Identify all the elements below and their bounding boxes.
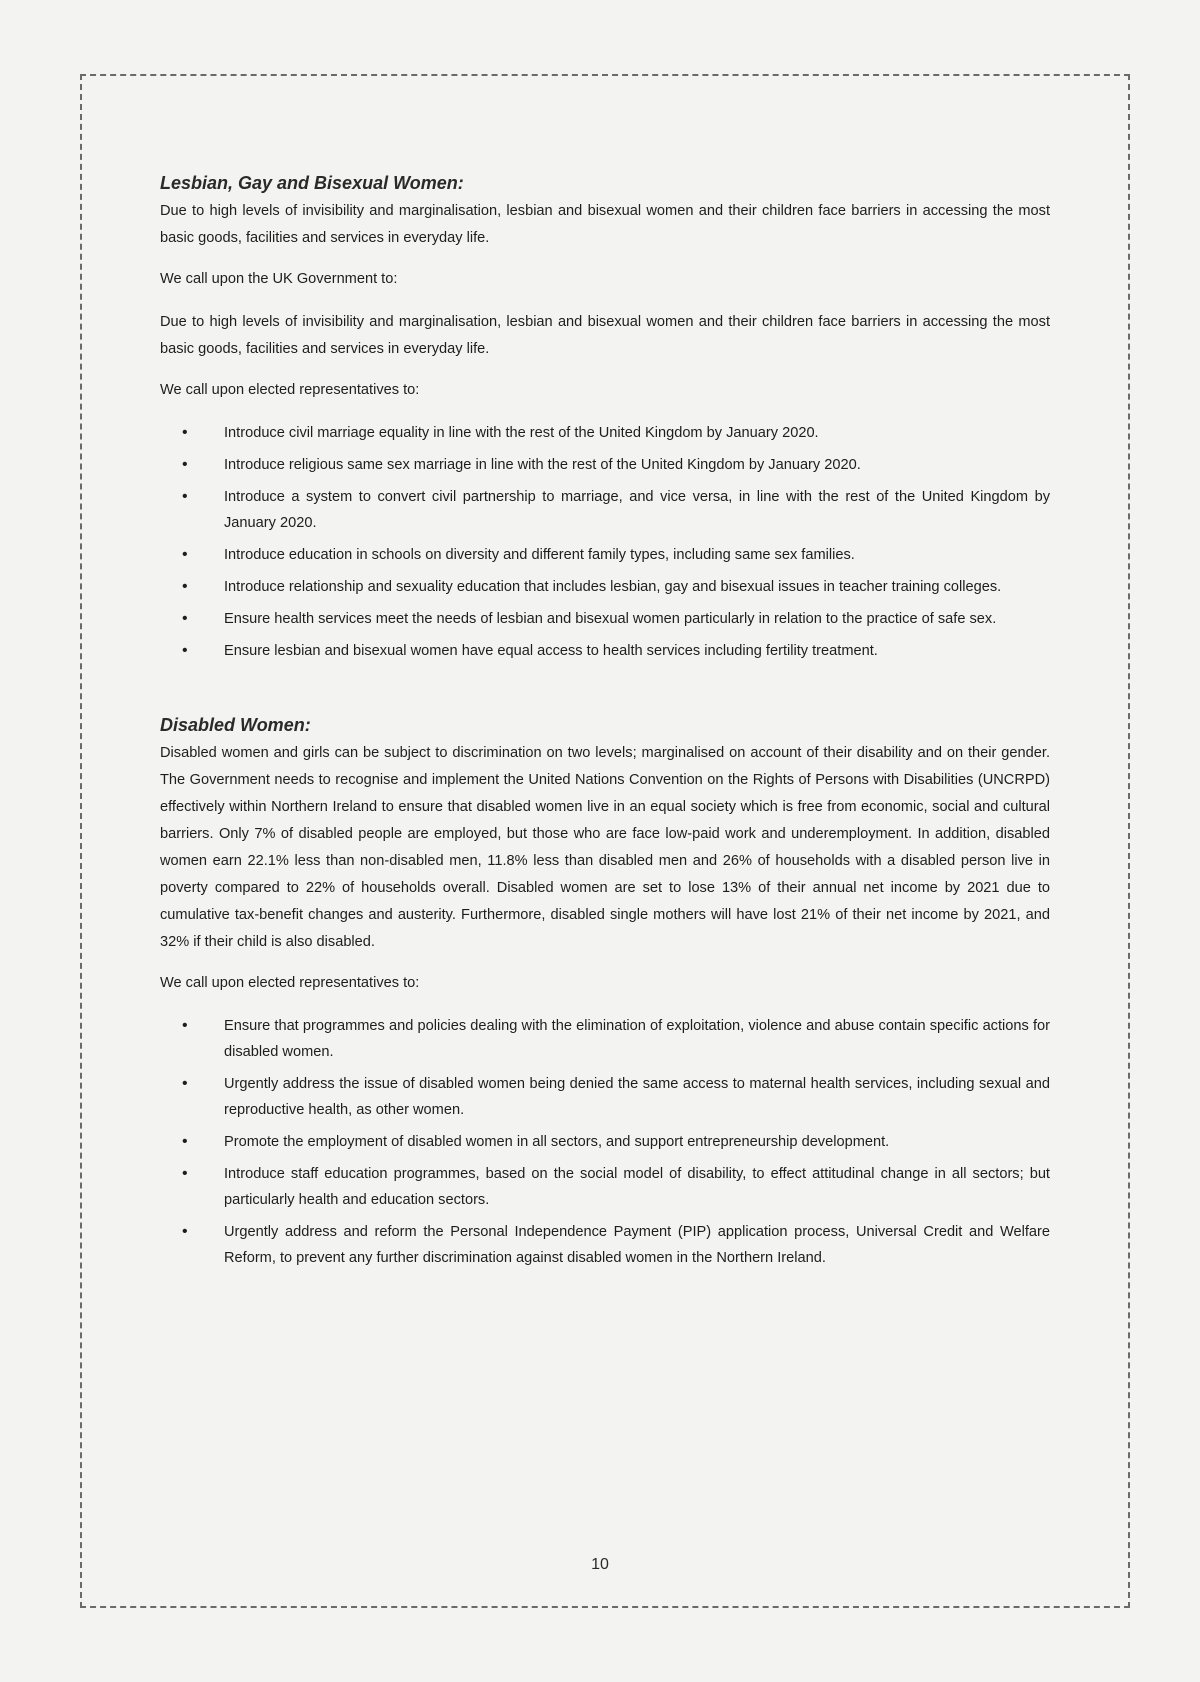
list-item: • Introduce relationship and sexuality education that includes lesbian, gay and bisexual issues in teacher training colleges. (224, 574, 1050, 600)
disabled-heading: Disabled Women: (160, 715, 311, 735)
lgb-call-representatives: We call upon elected representatives to: (160, 382, 420, 398)
list-item: • Introduce civil marriage equality in line with the rest of the United Kingdom by January 2020. (224, 420, 1050, 446)
list-item: • Ensure health services meet the needs of lesbian and bisexual women particularly in relation to the practice of safe sex. (224, 606, 1050, 632)
lgb-section (160, 172, 1050, 664)
list-item: • Urgently address the issue of disabled women being denied the same access to maternal health services, including sexual and reproductive health, as other women. (224, 1071, 1050, 1123)
page-content (160, 172, 1050, 1277)
list-item: • Ensure lesbian and bisexual women have equal access to health services including fertility treatment. (224, 638, 1050, 664)
list-item: • Promote the employment of disabled women in all sectors, and support entrepreneurship development. (224, 1129, 1050, 1155)
page-number: 10 (591, 1556, 609, 1573)
list-item: • Introduce a system to convert civil partnership to marriage, and vice versa, in line with the rest of the United Kingdom by January 2020. (224, 484, 1050, 536)
lgb-paragraph-1: Due to high levels of invisibility and marginalisation, lesbian and bisexual women and their children face barriers in accessing the most basic goods, facilities and services in everyday life. (160, 203, 1050, 246)
list-item: • Ensure that programmes and policies dealing with the elimination of exploitation, violence and abuse contain specific actions for disabled women. (224, 1013, 1050, 1065)
lgb-heading: Lesbian, Gay and Bisexual Women: (160, 173, 464, 193)
list-item: • Introduce religious same sex marriage in line with the rest of the United Kingdom by January 2020. (224, 452, 1050, 478)
lgb-call-government: We call upon the UK Government to: (160, 271, 398, 287)
section-spacer (160, 670, 1050, 714)
disabled-paragraph: Disabled women and girls can be subject to discrimination on two levels; marginalised on account of their disability and on their gender. The Government needs to recognise and implement the United Nations Convention on the Rights of Persons with Disabilities (UNCRPD) effectively within Northern Ireland to ensure that disabled women live in an equal society which is free from economic, social and cultural barriers. Only 7% of disabled people are employed, but those who are face low-paid work and underemployment. In addition, disabled women earn 22.1% less than non-disabled men, 11.8% less than disabled men and 26% of households with a disabled person live in poverty compared to 22% of households overall. Disabled women are set to lose 13% of their annual net income by 2021 due to cumulative tax-benefit changes and austerity. Furthermore, disabled single mothers will have lost 21% of their net income by 2021, and 32% if their child is also disabled. (160, 745, 1050, 950)
list-item: • Introduce education in schools on diversity and different family types, including same sex families. (224, 542, 1050, 568)
lgb-bullet-list (160, 420, 1050, 664)
disabled-bullet-list (160, 1013, 1050, 1271)
disabled-section (160, 714, 1050, 1271)
disabled-call-representatives: We call upon elected representatives to: (160, 975, 420, 991)
list-item: • Urgently address and reform the Personal Independence Payment (PIP) application process, Universal Credit and Welfare Reform, to prevent any further discrimination against disabled women in the Northern Ireland. (224, 1219, 1050, 1271)
list-item: • Introduce staff education programmes, based on the social model of disability, to effect attitudinal change in all sectors; but particularly health and education sectors. (224, 1161, 1050, 1213)
lgb-paragraph-2: Due to high levels of invisibility and marginalisation, lesbian and bisexual women and their children face barriers in accessing the most basic goods, facilities and services in everyday life. (160, 314, 1050, 357)
